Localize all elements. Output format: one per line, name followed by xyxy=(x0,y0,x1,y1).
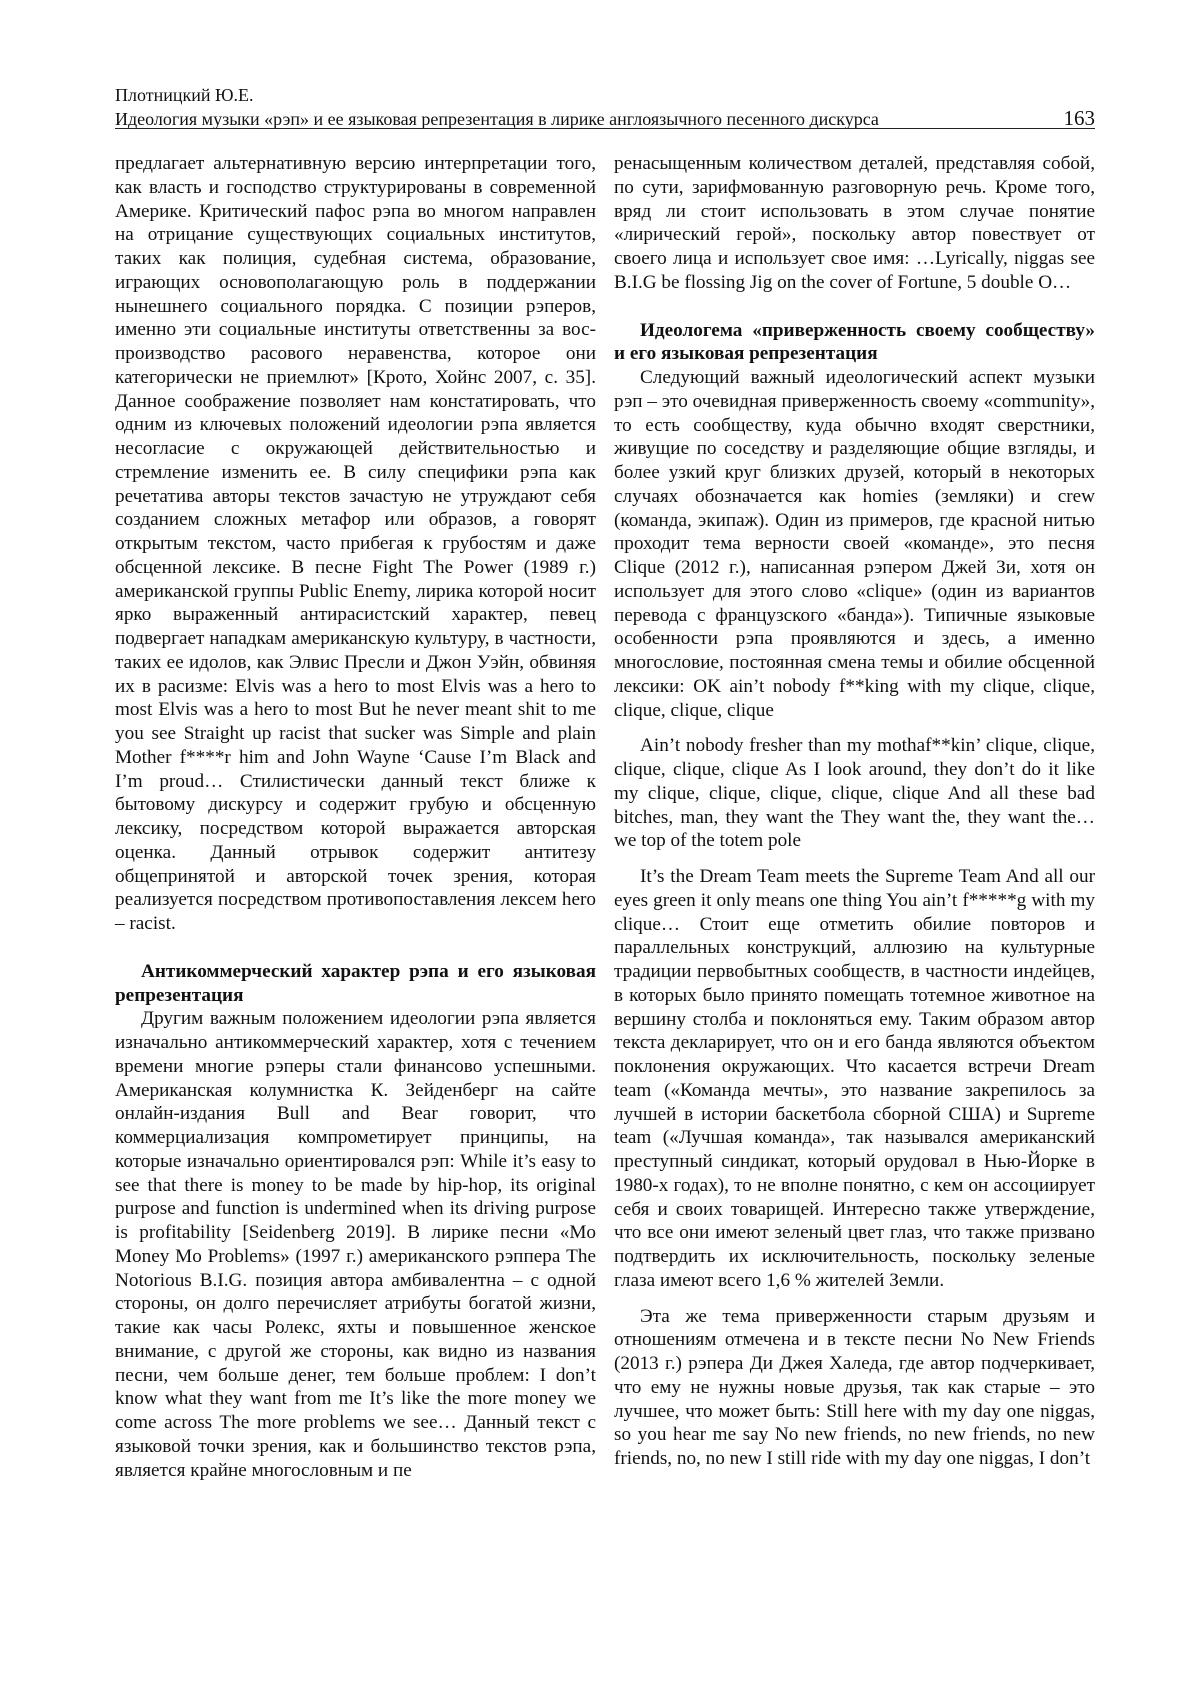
header-author: Плотницкий Ю.Е. xyxy=(115,85,254,105)
header-rule xyxy=(115,128,1095,129)
header-running-title: Идеология музыки «рэп» и ее языковая репрезентация в лирике англоязычного песенного дискурса xyxy=(115,109,879,129)
left-paragraph-1: предлагает альтернативную версию интерпретации того, как власть и господство структурированы в современной Америке. Критический пафос рэпа во многом направлен на отрицание существующих социальных институтов, таких как полиция, судебная система, образование, играющих основополагающую роль в поддержании нынешнего социального порядка. С позиции рэперов, именно эти социальные институты ответственны за воспроизводство расового неравенства, которое они категорически не приемлют» [Крото, Хойнс 2007, с. 35]. Данное соображение позволяет нам констатировать, что одним из ключевых положений идеологии рэпа является несогласие с окружающей действительностью и стремление изменить ее. В силу специфики рэпа как речетатива авторы текстов зачастую не утруждают себя созданием сложных метафор или образов, а говорят открытым текстом, часто прибегая к грубостям и даже обсценной лексике. В песне Fight The Power (1989 г.) американской группы Public Enemy, лирика которой носит ярко выраженный антирасистский характер, певец подвергает нападкам американскую культуру, в частности, таких ее идолов, как Элвис Пресли и Джон Уэйн, обвиняя их в расизме: Elvis was a hero to most Elvis was a hero to most Elvis was a hero to most But he never meant shit to me you see Straight up racist that sucker was Simple and plain Mother f****r him and John Wayne ‘Cause I’m Black and I’m proud… Стилистически данный текст ближе к бытовому дискурсу и содержит грубую и обсценную лексику, посредством которой выражается авторская оценка. Данный отрывок содержит антитезу общепринятой и авторской точек зрения, которая реализуется посредством противопоставления лексем hero – racist. xyxy=(115,153,596,934)
right-paragraph-4: It’s the Dream Team meets the Supreme Team And all our eyes green it only means one thing You ain’t f*****g with my clique… Стоит еще отметить обилие повторов и параллельных конструкций, аллюзию на культурные традиции первобытных сообществ, в частности индейцев, в которых было принято помещать тотемное животное на вершину столба и поклоняться ему. Таким образом автор текста декларирует, что он и его банда являются объектом поклонения окружающих. Что касается встречи Dream team («Команда мечты», это название закрепилось за лучшей в истории баскетбола сборной США) и Supreme team («Лучшая команда», так назывался американский преступный синдикат, который орудовал в Нью-Йорке в 1980-х годах), то не вполне понятно, с кем он ассоциирует себя и своих товарищей. Интересно также утверждение, что все они имеют зеленый цвет глаз, что также призвано подтвердить их исключительность, поскольку зеленые глаза имеют всего 1,6 % жителей Земли. xyxy=(614,866,1095,1291)
right-paragraph-1: ренасыщенным количеством деталей, представляя собой, по сути, зарифмованную разговорную речь. Кроме того, вряд ли стоит использовать в этом случае понятие «лирический герой», поскольку автор повествует от своего лица и использует свое имя: …Lyrically, niggas see B.I.G be flossing Jig on the cover of Fortune, 5 double O… xyxy=(614,153,1095,293)
paragraph-spacer xyxy=(614,1293,1095,1305)
section-spacer xyxy=(614,295,1095,319)
page-number: 163 xyxy=(1063,106,1095,130)
running-header xyxy=(115,84,1095,130)
paragraph-spacer xyxy=(614,853,1095,865)
left-column xyxy=(115,152,596,1482)
paragraph-spacer xyxy=(614,722,1095,734)
right-paragraph-5: Эта же тема приверженности старым друзьям и отношениям отмечена и в тексте песни No New Friends (2013 г.) рэпера Ди Джея Халеда, где автор подчеркивает, что ему не нужны новые друзья, так как старые – это лучшее, что может быть: Still here with my day one niggas, so you hear me say No new friends, no new friends, no new friends, no, no new I still ride with my day one niggas, I don’t xyxy=(614,1305,1095,1469)
section-heading-anticommercial: Антикоммерческий характер рэпа и его языковая репрезентация xyxy=(115,960,596,1006)
left-paragraph-2: Другим важным положением идеологии рэпа является изначально антикоммерческий характер, хотя с течением времени многие рэперы стали финансово успешными. Американская колумнистка К. Зейденберг на сайте онлайн-издания Bull and Bear говорит, что коммерциализация компрометирует принципы, на которые изначально ориентировался рэп: While it’s easy to see that there is money to be made by hip-hop, its original purpose and function is undermined when its driving purpose is profitability [Seidenberg 2019]. В лирике песни «Mo Money Mo Problems» (1997 г.) американского рэппера The Notorious B.I.G. позиция автора амбивалентна – с одной стороны, он долго перечисляет атрибуты богатой жизни, такие как часы Ролекс, яхты и повышенное женское внимание, с другой же стороны, как видно из названия песни, чем больше денег, тем больше проблем: I don’t know what they want from me It’s like the more money we come across The more problems we see… Данный текст с языковой точки зрения, как и большинство текстов рэпа, является крайне многословным и пе xyxy=(115,1008,596,1481)
section-heading-community: Идеологема «приверженность своему сообществу» и его языковая репрезентация xyxy=(614,319,1095,365)
right-paragraph-3: Ain’t nobody fresher than my mothaf**kin’ clique, clique, clique, clique, clique As I look around, they don’t do it like my clique, clique, clique, clique, clique And all these bad bitches, man, they want the They want the, they want the… we top of the totem pole xyxy=(614,735,1095,852)
right-paragraph-2: Следующий важный идеологический аспект музыки рэп – это очевидная приверженность своему «community», то есть сообществу, куда обычно входят сверстники, живущие по соседству и разделяющие общие взгляды, и более узкий круг близких друзей, который в некоторых случаях обозначается как homies (земляки) и crew (команда, экипаж). Один из примеров, где красной нитью проходит тема верности своей «команде», это песня Clique (2012 г.), написанная рэпером Джей Зи, хотя он использует для этого слово «clique» (один из вариантов перевода с французского «банда»). Типичные языковые особенности рэпа проявляются и здесь, а именно многословие, постоянная смена темы и обилие обсценной лексики: OK ain’t nobody f**king with my clique, clique, clique, clique, clique xyxy=(614,367,1095,721)
section-spacer xyxy=(115,936,596,960)
right-column xyxy=(614,152,1095,1471)
header-title-row xyxy=(115,106,1095,130)
